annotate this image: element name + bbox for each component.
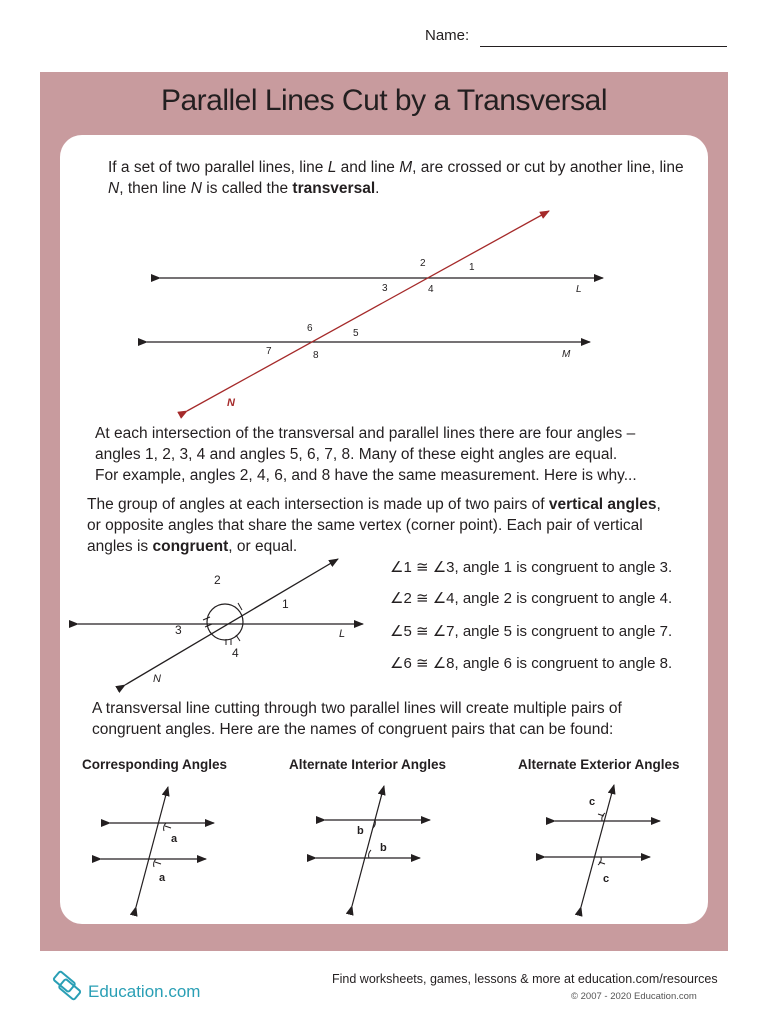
angle-label-8: 8 — [313, 350, 319, 361]
page-title: Parallel Lines Cut by a Transversal — [160, 84, 608, 117]
congruent-pairs-paragraph: A transversal line cutting through two parallel lines will create multiple pairs of congruent angles. Here are the names of congruent pairs that can be found: — [92, 700, 622, 738]
alt-interior-label-b1: b — [357, 825, 364, 837]
intro-paragraph: If a set of two parallel lines, line L and line M, are crossed or cut by another line, line N, then line N is called the transversal. — [108, 159, 684, 197]
vertical-angle-4: 4 — [232, 646, 239, 660]
corresponding-angles-heading: Corresponding Angles — [82, 757, 228, 772]
alt-exterior-label-c2: c — [603, 873, 610, 885]
line-l-small-label: L — [339, 628, 346, 640]
angle-arc — [207, 604, 243, 640]
congruence-statement: ∠6 ≅ ∠8, angle 6 is congruent to angle 8. — [390, 655, 673, 672]
line-n-small — [125, 559, 338, 685]
line-n-label: N — [227, 397, 235, 409]
name-label: Name: — [425, 27, 470, 44]
angle-label-5: 5 — [353, 328, 359, 339]
congruence-statement: ∠5 ≅ ∠7, angle 5 is congruent to angle 7. — [390, 623, 673, 640]
intersection-paragraph: At each intersection of the transversal and parallel lines there are four angles – angles 1, 2, 3, 4 and angles 5, 6, 7, 8. Many of these eight angles are equal. For example, angles 2, 4, 6, and 8 have the same measurement. Here is why... — [95, 425, 637, 484]
line-n — [187, 211, 549, 411]
footer-tagline: Find worksheets, games, lessons & more at education.com/resources — [332, 972, 718, 986]
vertical-angles-paragraph: The group of angles at each intersection is made up of two pairs of vertical angles, or opposite angles that share the same vertex (corner point). Each pair of vertical angles is congruent, or equal. — [87, 496, 661, 555]
angle-label-3: 3 — [382, 283, 388, 294]
line-l-label: L — [576, 284, 582, 295]
line-m-label: M — [562, 349, 571, 360]
alt-exterior-label-c1: c — [589, 796, 596, 808]
alt-interior-label-b2: b — [380, 842, 387, 854]
vertical-angle-2: 2 — [214, 573, 221, 587]
congruence-statement: ∠1 ≅ ∠3, angle 1 is congruent to angle 3. — [390, 559, 673, 576]
line-n-small-label: N — [153, 673, 161, 685]
corresponding-label-a2: a — [159, 872, 166, 884]
corresponding-angles-diagram — [101, 787, 214, 907]
corresponding-label-a1: a — [171, 833, 178, 845]
footer-brand[interactable]: Education.com — [88, 982, 201, 1001]
alternate-exterior-angles-heading: Alternate Exterior Angles — [518, 757, 680, 772]
alternate-exterior-angles-diagram — [545, 785, 660, 907]
angle-label-7: 7 — [266, 346, 272, 357]
alternate-interior-angles-diagram — [316, 786, 430, 906]
congruence-statement: ∠2 ≅ ∠4, angle 2 is congruent to angle 4. — [390, 590, 673, 607]
vertical-angle-3: 3 — [175, 623, 182, 637]
angle-label-6: 6 — [307, 323, 313, 334]
angle-label-4: 4 — [428, 284, 434, 295]
angle-label-2: 2 — [420, 258, 426, 269]
alternate-interior-angles-heading: Alternate Interior Angles — [289, 757, 447, 772]
vertical-angle-1: 1 — [282, 597, 289, 611]
footer-copyright: © 2007 - 2020 Education.com — [571, 991, 697, 1002]
angle-label-1: 1 — [469, 262, 475, 273]
vertical-angles-diagram — [78, 559, 363, 685]
education-logo-icon — [53, 971, 81, 1000]
